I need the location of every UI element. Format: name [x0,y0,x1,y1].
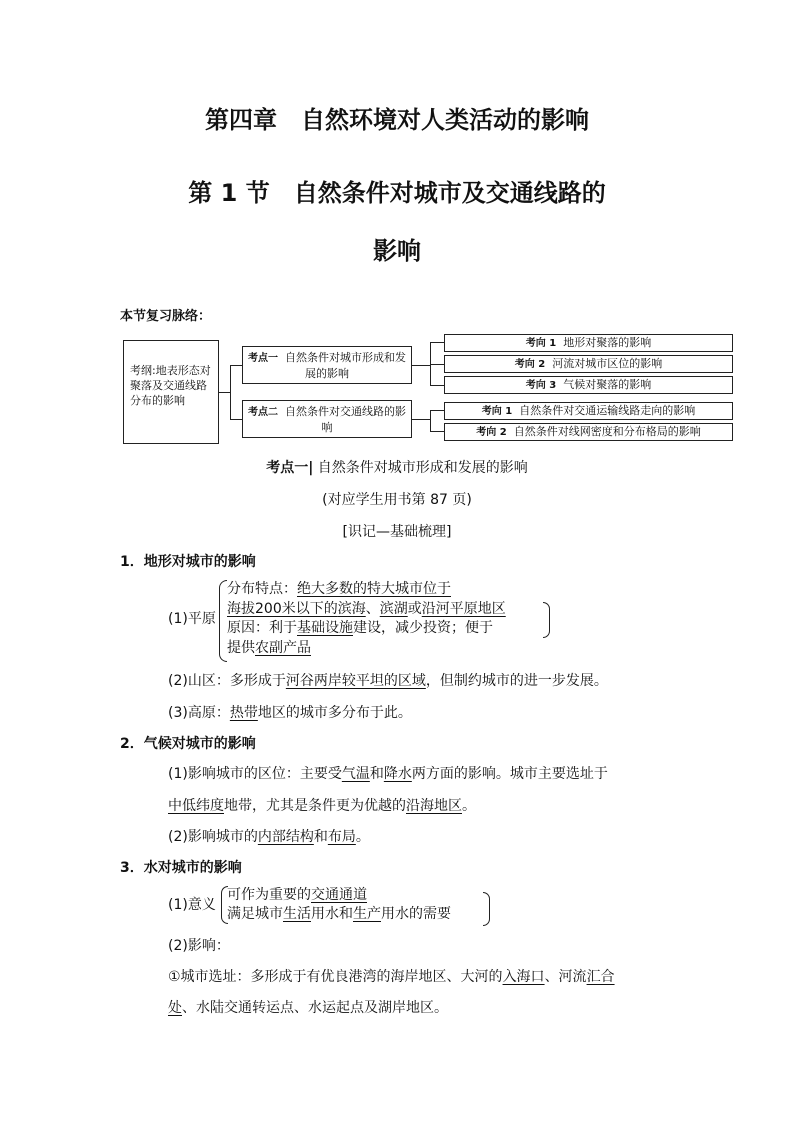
syllabus-text: 考纲:地表形态对聚落及交通线路分布的影响 [130,364,211,407]
mountain-line: (2)山区：多形成于河谷两岸较平坦的区域，但制约城市的进一步发展。 [168,673,608,689]
plateau-line: (3)高原：热带地区的城市多分布于此。 [168,705,412,721]
right-brace [483,892,490,926]
s3-heading: 3．水对城市的影响 [120,860,242,876]
plain-line: 原因：利于基础设施建设，减少投资；便于 [227,620,493,636]
right-brace [543,602,550,638]
connector [430,431,444,432]
direction-tag: 考向 2 [476,427,507,438]
kaodian2-tag: 考点二 [248,407,278,418]
direction-box [444,402,733,420]
connector [430,385,444,386]
meaning-line: 可作为重要的交通通道 [227,887,367,903]
outline-label: 本节复习脉络： [120,309,212,324]
plain-label: (1)平原 [168,611,216,627]
kaodian1-text: 自然条件对城市形成和发展的影响 [285,351,406,380]
kaodian2-text: 自然条件对交通线路的影响 [285,405,406,434]
direction-box [444,423,733,441]
direction-box [444,355,733,373]
kaodian-heading-tag: 考点一| [266,460,314,476]
kaodian1-box [242,346,412,384]
connector [412,365,430,366]
influence-line: 处、水陆交通转运点、水运起点及湖岸地区。 [168,1000,448,1016]
direction-tag: 考向 1 [525,338,557,349]
direction-tag: 考向 2 [514,359,546,370]
kaodian2-box [242,400,412,438]
climate-line: 中低纬度地带，尤其是条件更为优越的沿海地区。 [168,798,476,814]
section-title-cont: 影响 [373,237,421,265]
meaning-line: 满足城市生活用水和生产用水的需要 [227,906,451,922]
s2-heading: 2．气候对城市的影响 [120,736,256,752]
direction-text: 气候对聚落的影响 [563,378,652,391]
kaodian-heading-text: 自然条件对城市形成和发展的影响 [317,460,528,476]
direction-text: 河流对城市区位的影响 [552,357,663,370]
connector [412,419,430,420]
direction-text: 自然条件对交通运输线路走向的影响 [519,404,696,417]
connector [230,365,231,419]
connector [430,410,444,411]
connector [430,410,431,432]
direction-tag: 考向 1 [481,406,513,417]
chapter-title: 第四章 自然环境对人类活动的影响 [205,106,589,134]
connector [430,342,444,343]
reference: (对应学生用书第 87 页) [322,492,472,508]
connector [230,365,242,366]
plain-line: 提供农副产品 [227,640,311,656]
kaodian-heading [0,457,794,477]
s1-heading: 1．地形对城市的影响 [120,554,256,570]
kaodian1-tag: 考点一 [248,353,278,364]
section-label: [识记—基础梳理] [342,524,452,540]
direction-text: 自然条件对线网密度和分布格局的影响 [513,425,701,438]
climate-line: (1)影响城市的区位：主要受气温和降水两方面的影响。城市主要选址于 [168,766,608,782]
direction-text: 地形对聚落的影响 [563,336,652,349]
plain-line: 分布特点：绝大多数的特大城市位于 [227,581,451,597]
connector [230,419,242,420]
connector [430,364,444,365]
left-brace [219,580,227,662]
direction-box [444,334,733,352]
influence-label: (2)影响： [168,938,230,954]
plain-line: 海拔200米以下的滨海、滨湖或沿河平原地区 [227,601,506,617]
syllabus-box [123,340,219,444]
climate-line: (2)影响城市的内部结构和布局。 [168,829,370,845]
meaning-label: (1)意义 [168,897,216,913]
direction-tag: 考向 3 [525,380,557,391]
direction-box [444,376,733,394]
influence-line: ①城市选址：多形成于有优良港湾的海岸地区、大河的入海口、河流汇合 [168,969,615,985]
section-title: 第 1 节 自然条件对城市及交通线路的 [188,179,606,207]
